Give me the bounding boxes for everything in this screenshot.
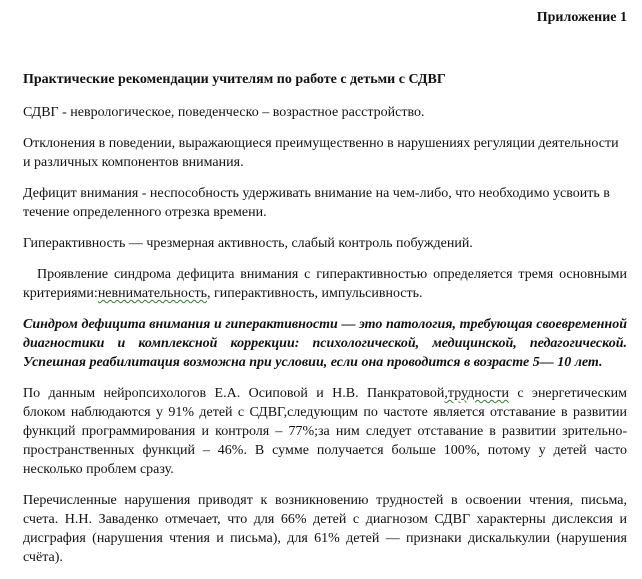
paragraph-neuropsychology-data <box>23 384 627 479</box>
paragraph-adhd-definition: СДВГ - неврологическое, поведенческо – возрастное расстройство. <box>23 105 425 120</box>
paragraph-criteria <box>23 265 627 303</box>
criteria-text-end: , гиперактивность, импульсивность. <box>207 286 423 301</box>
paragraph-learning-difficulties: Перечисленные нарушения приводят к возникновению трудностей в освоении чтения, письма, счета. Н.Н. Заваденко отмечает, что для 66% детей с диагнозом СДВГ характерны дислексия и дисграфия (нарушения чтения и письма), для 61% детей — признаки дискалькулии (нарушения счёта). <box>23 493 627 565</box>
spellcheck-marked-word: невнимательность <box>97 286 207 301</box>
paragraph-hyperactivity: Гиперактивность — чрезмерная активность, слабый контроль побуждений. <box>23 236 473 251</box>
paragraph-behavior-deviations: Отклонения в поведении, выражающиеся преимущественно в нарушениях регуляции деятельности и различных компонентов внимания. <box>23 136 619 170</box>
paragraph-attention-deficit: Дефицит внимания - неспособность удерживать внимание на чем-либо, что необходимо усвоить в течение определенного отрезка времени. <box>23 186 610 220</box>
appendix-label: Приложение 1 <box>536 10 627 25</box>
neuro-text-end: с энергетическим блоком наблюдаются у 91% детей с СДВГ,следующим по частоте является отставание в развитии функций программирования и контроля – 77%;за ним следует отставание в развитии зрительно-пространственных функций – 46%. В сумме получается больше 100%, потому у детей часто несколько проблем сразу. <box>23 386 627 477</box>
document-heading: Практические рекомендации учителям по работе с детьми с СДВГ <box>23 72 446 87</box>
criteria-text-start: Проявление синдрома дефицита внимания с гиперактивностью определяется тремя основными критериями: <box>23 267 627 301</box>
paragraph-syndrome-emphasis: Синдром дефицита внимания и гиперактивности — это патология, требующая своевременной диагностики и комплексной коррекции: психологической, медицинской, педагогической. Успешная реабилитация возможна при условии, если она проводится в возрасте 5— 10 лет. <box>23 317 627 370</box>
spellcheck-marked-phrase: ,трудности <box>444 386 509 401</box>
neuro-text-start: По данным нейропсихологов Е.А. Осиповой и Н.В. Панкратовой <box>23 386 445 401</box>
document-body <box>23 70 627 579</box>
